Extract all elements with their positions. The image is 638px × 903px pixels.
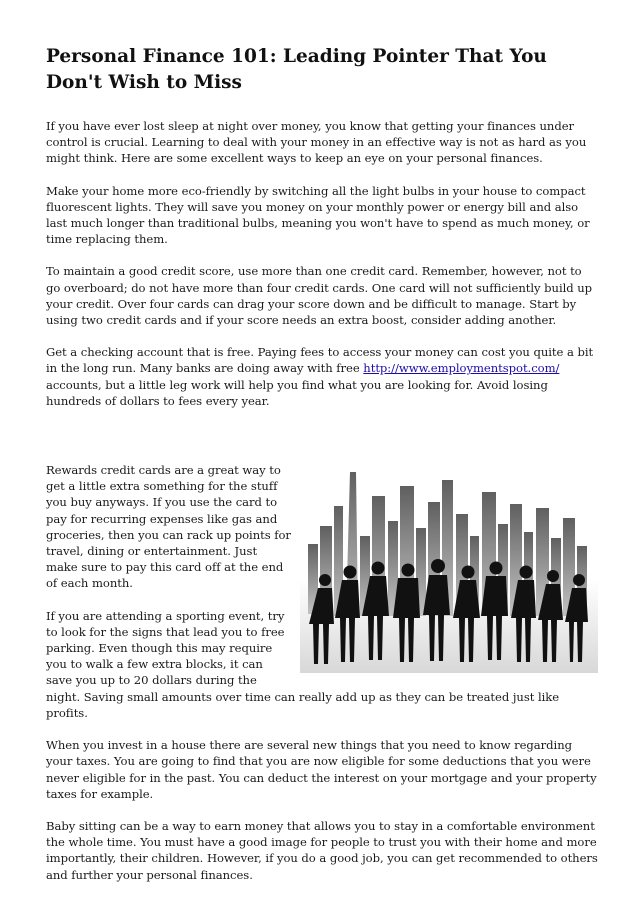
paragraph-baby-sitting: Baby sitting can be a way to earn money that allows you to stay in a comfortable environment the whole time. You must have a good image for people to trust you with their home and more importantly, their children. However, if you do a good job, you can get recommended to others and further your personal finances. — [46, 818, 598, 882]
checking-text-start: Get a checking account that is free. Paying fees to access your money can cost you quite a bit in the long run. Many banks are doing away with free — [46, 345, 594, 376]
checking-text-end: accounts, but a little leg work will help you find what you are looking for. Avoid losing hundreds of dollars to fees every year. — [46, 377, 548, 408]
document-page — [46, 44, 598, 899]
business-people-silhouette-image — [300, 466, 598, 673]
paragraph-rewards-cards: Rewards credit cards are a great way to get a little extra something for the stuff you buy anyways. If you use the card to pay for recurring expenses like gas and groceries, then you can rack up points for travel, dining or entertainment. Just make sure to pay this card off at the end of each month. — [46, 463, 291, 591]
paragraph-checking-account — [46, 344, 598, 409]
paragraph-house-taxes: When you invest in a house there are several new things that you need to know regarding your taxes. You are going to find that you are now eligible for some deductions that you were never eligible for in the past. You can deduct the interest on your mortgage and your property taxes for example. — [46, 738, 597, 801]
employment-spot-link[interactable]: http://www.employmentspot.com/ — [363, 361, 560, 376]
page-title: Personal Finance 101: Leading Pointer That You Don't Wish to Miss — [46, 46, 547, 93]
paragraph-free-parking: If you are attending a sporting event, try to look for the signs that lead you to free parking. Even though this may require you to walk a few extra blocks, it can save you up to 20 dollars during the night. Saving small amounts over time can really add up as they can be treated just like profits. — [46, 608, 560, 720]
paragraph-credit-score: To maintain a good credit score, use more than one credit card. Remember, however, not to go overboard; do not have more than four credit cards. One card will not sufficiently build up your credit. Over four cards can drag your score down and be difficult to manage. Start by using two credit cards and if your score needs an extra boost, consider adding another. — [46, 264, 593, 328]
paragraph-light-bulbs: Make your home more eco-friendly by switching all the light bulbs in your house to compact fluorescent lights. They will save you money on your monthly power or energy bill and also last much longer than traditional bulbs, meaning you won't have to spend as much money, or time replacing them. — [46, 183, 590, 247]
paragraph-intro: If you have ever lost sleep at night over money, you know that getting your finances under control is crucial. Learning to deal with your money in an effective way is not as hard as you might think. Here are some excellent ways to keep an eye on your personal finances. — [46, 119, 587, 166]
spacer — [46, 425, 598, 462]
